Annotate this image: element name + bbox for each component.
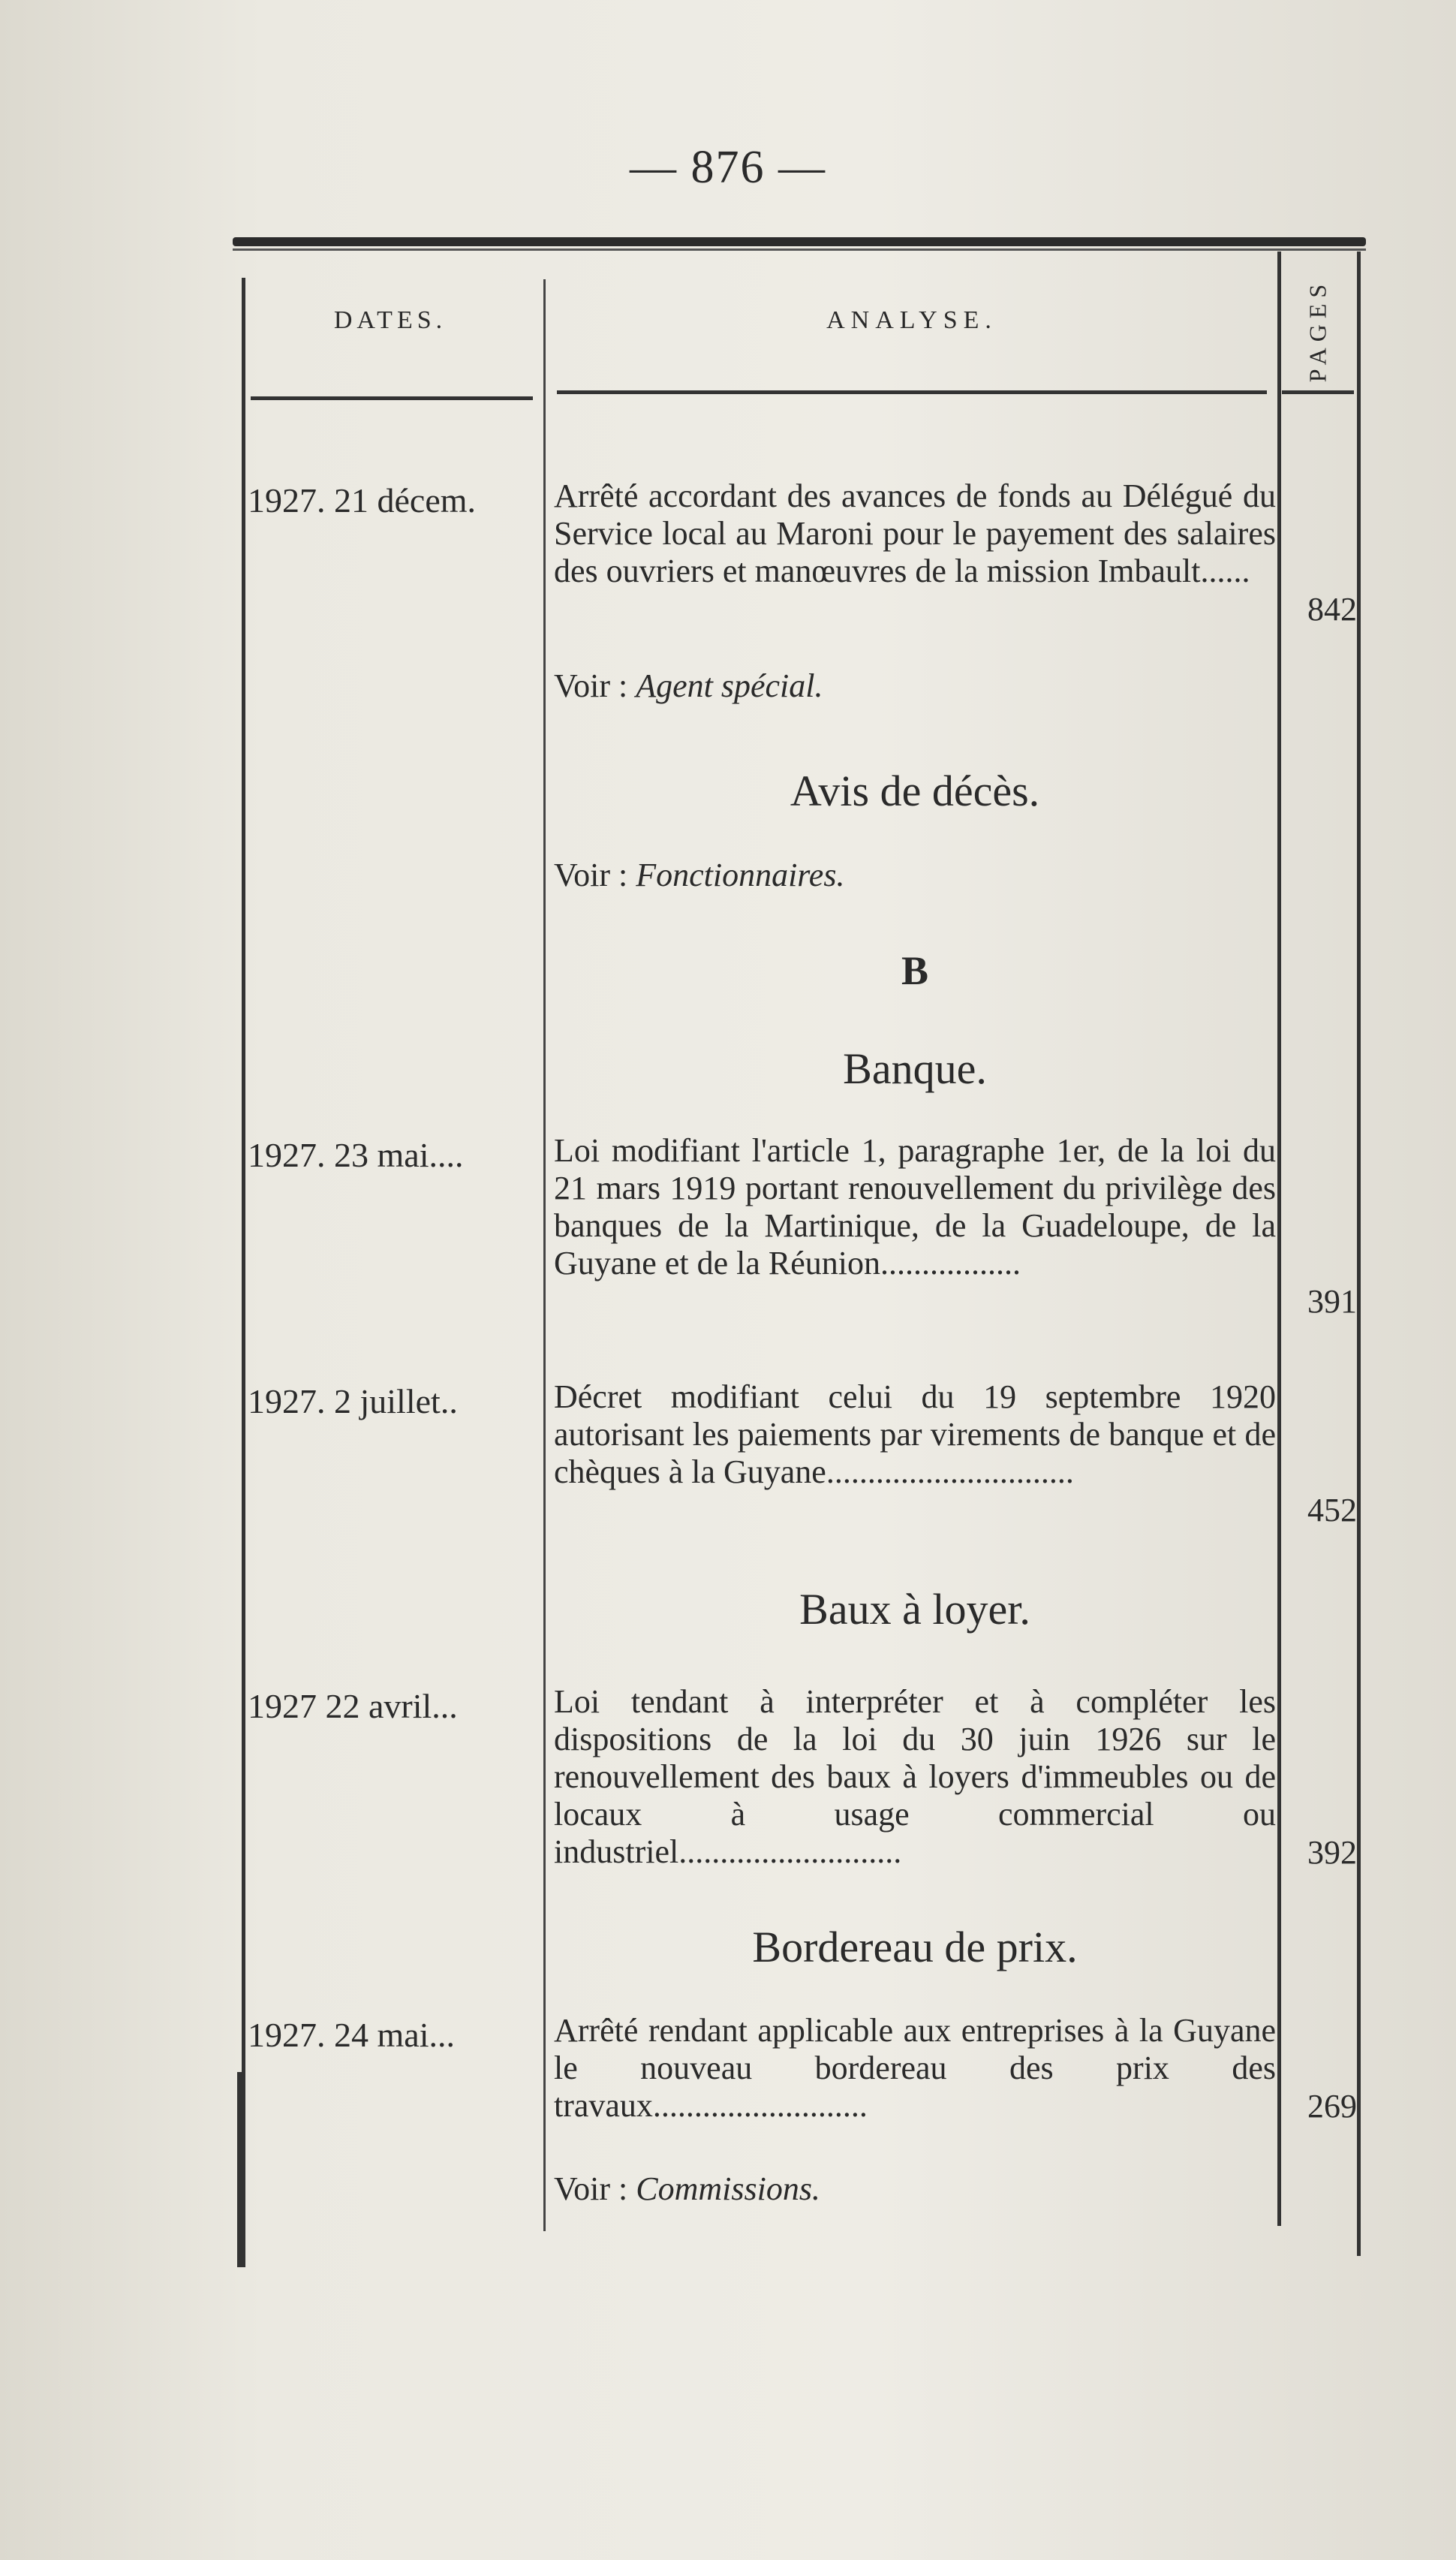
section-heading: Bordereau de prix. [752,1923,1078,1971]
right-border [1357,251,1361,2256]
top-rule-thin [233,248,1366,251]
left-border-heavy [237,2072,245,2267]
entry-date: 1927. 2 juillet.. [248,1382,458,1420]
entry-date: 1927 22 avril... [248,1687,458,1725]
voir-ref: Fonctionnaires. [636,857,845,893]
analyse-column-divider [1277,251,1281,2226]
voir-reference [554,856,844,894]
voir-reference [554,2170,820,2208]
entry-page: 392 [1307,1834,1357,1871]
pages-header-rule [1282,390,1354,394]
letter-heading: B [901,948,929,993]
top-rule [233,237,1366,246]
entry-text: Arrêté accordant des avances de fonds au Délégué du Service local au Maroni pour le payement des salaires des ouvriers et manœuvres de la mission Imbault...... [554,477,1276,589]
voir-label: Voir : [554,2170,628,2207]
voir-ref: Commissions. [636,2170,820,2207]
entry-page: 452 [1307,1492,1357,1528]
pages-header [1282,270,1354,390]
section-heading: Banque. [843,1044,987,1093]
entry-page: 269 [1307,2088,1357,2125]
section-heading: Baux à loyer. [799,1585,1030,1634]
entry-date: 1927. 21 décem. [248,481,477,520]
entry-date: 1927. 24 mai... [248,2016,455,2054]
entry-page: 391 [1307,1283,1357,1320]
section-heading: Avis de décès. [790,766,1040,815]
voir-ref: Agent spécial. [636,667,823,704]
dates-header: DATES. [333,306,447,334]
analyse-header: ANALYSE. [826,306,997,334]
pages-header-label: PAGES [1304,278,1331,383]
left-border [242,278,245,2267]
dates-header-rule [251,396,533,400]
entry-text: Décret modifiant celui du 19 septembre 1920 autorisant les paiements par virements de banque et de chèques à la Guyane.............................. [554,1378,1276,1490]
entry-date: 1927. 23 mai.... [248,1136,464,1174]
entry-page: 842 [1307,591,1357,628]
entry-text: Arrêté rendant applicable aux entreprises à la Guyane le nouveau bordereau des prix des travaux.......................... [554,2012,1276,2124]
voir-label: Voir : [554,857,628,893]
voir-label: Voir : [554,667,628,704]
dates-column-divider [543,279,546,2231]
voir-reference [554,667,823,705]
page-number: — 876 — [630,142,826,193]
entry-text: Loi modifiant l'article 1, paragraphe 1er, de la loi du 21 mars 1919 portant renouvellement du privilège des banques de la Martinique, de la Guadeloupe, de la Guyane et de la Réunion................. [554,1132,1276,1282]
analyse-header-rule [557,390,1267,394]
entry-text: Loi tendant à interpréter et à compléter les dispositions de la loi du 30 juin 1926 sur le renouvellement des baux à loyers d'immeubles ou de locaux à usage commercial ou industriel........................... [554,1683,1276,1870]
